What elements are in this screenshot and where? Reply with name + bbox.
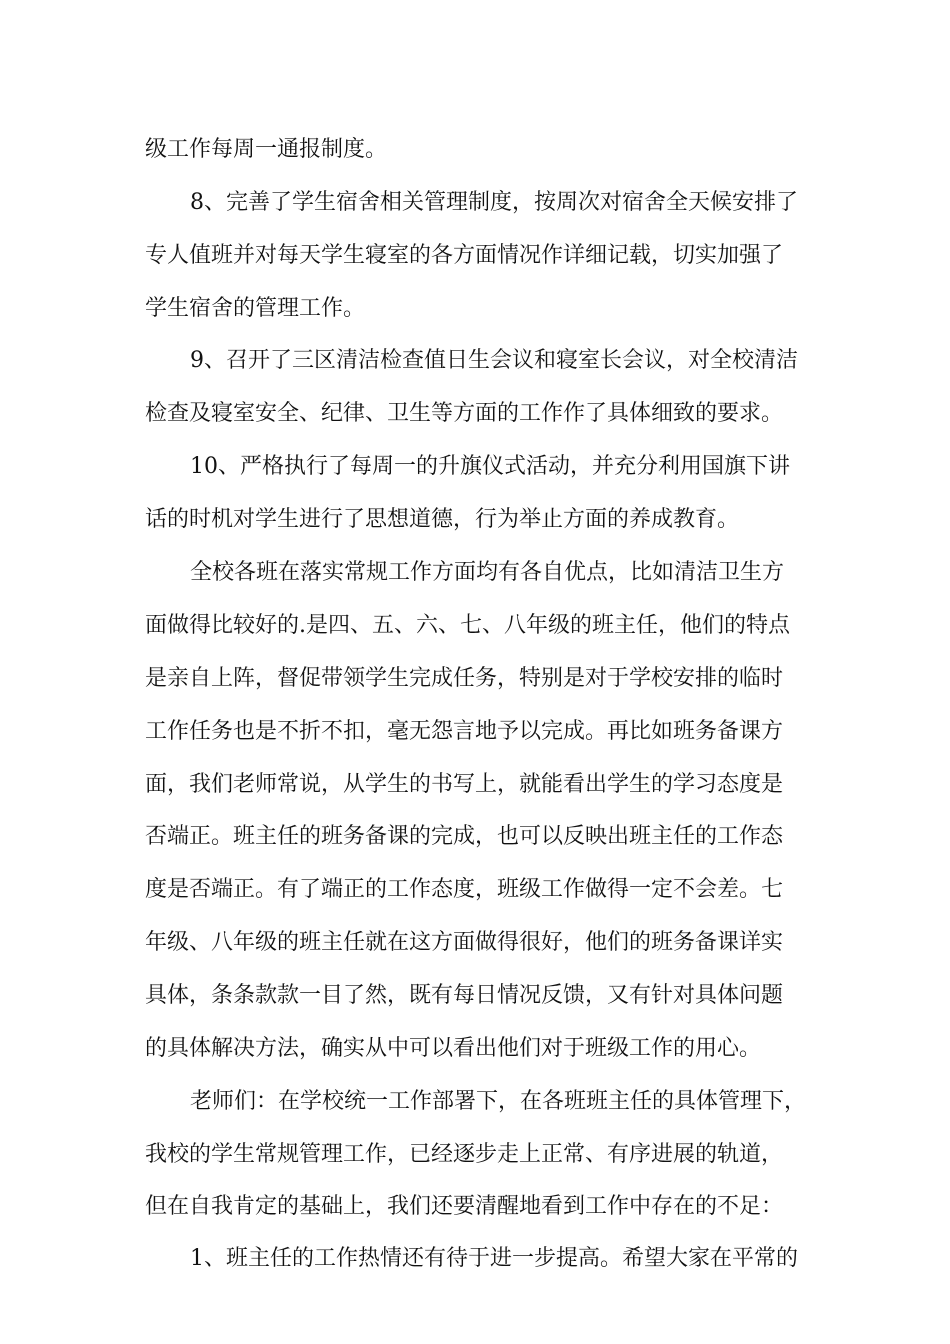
text-line: 面做得比较好的.是四、五、六、七、八年级的班主任，他们的特点 xyxy=(145,613,790,638)
text-line: 我校的学生常规管理工作，已经逐步走上正常、有序进展的轨道， xyxy=(145,1142,784,1167)
text-line: 话的时机对学生进行了思想道德，行为举止方面的养成教育。 xyxy=(145,507,740,532)
text-line: 学生宿舍的管理工作。 xyxy=(145,296,366,321)
text-line: 具体，条条款款一目了然，既有每日情况反馈，又有针对具体问题 xyxy=(145,983,784,1008)
text-line: 否端正。班主任的班务备课的完成，也可以反映出班主任的工作态 xyxy=(145,824,784,849)
text-line: 工作任务也是不折不扣，毫无怨言地予以完成。再比如班务备课方 xyxy=(145,719,784,744)
text-line: 但在自我肯定的基础上，我们还要清醒地看到工作中存在的不足： xyxy=(145,1194,784,1219)
text-line: 度是否端正。有了端正的工作态度，班级工作做得一定不会差。七 xyxy=(145,877,784,902)
text-line: 9、召开了三区清洁检查值日生会议和寝室长会议，对全校清洁 xyxy=(190,348,798,373)
text-line: 老师们：在学校统一工作部署下，在各班班主任的具体管理下， xyxy=(190,1089,807,1114)
text-line: 8、完善了学生宿舍相关管理制度，按周次对宿舍全天候安排了 xyxy=(190,190,798,215)
text-line: 面，我们老师常说，从学生的书写上，就能看出学生的学习态度是 xyxy=(145,772,784,797)
text-line: 专人值班并对每天学生寝室的各方面情况作详细记载，切实加强了 xyxy=(145,243,784,268)
text-line: 检查及寝室安全、纪律、卫生等方面的工作作了具体细致的要求。 xyxy=(145,401,784,426)
text-line: 级工作每周一通报制度。 xyxy=(145,137,388,162)
text-line: 的具体解决方法，确实从中可以看出他们对于班级工作的用心。 xyxy=(145,1036,762,1061)
text-line: 全校各班在落实常规工作方面均有各自优点，比如清洁卫生方 xyxy=(190,560,785,585)
text-line: 是亲自上阵，督促带领学生完成任务，特别是对于学校安排的临时 xyxy=(145,666,784,691)
text-line: 10、严格执行了每周一的升旗仪式活动，并充分利用国旗下讲 xyxy=(190,454,790,479)
text-line: 年级、八年级的班主任就在这方面做得很好，他们的班务备课详实 xyxy=(145,930,784,955)
text-line: 1、班主任的工作热情还有待于进一步提高。希望大家在平常的 xyxy=(190,1246,798,1271)
